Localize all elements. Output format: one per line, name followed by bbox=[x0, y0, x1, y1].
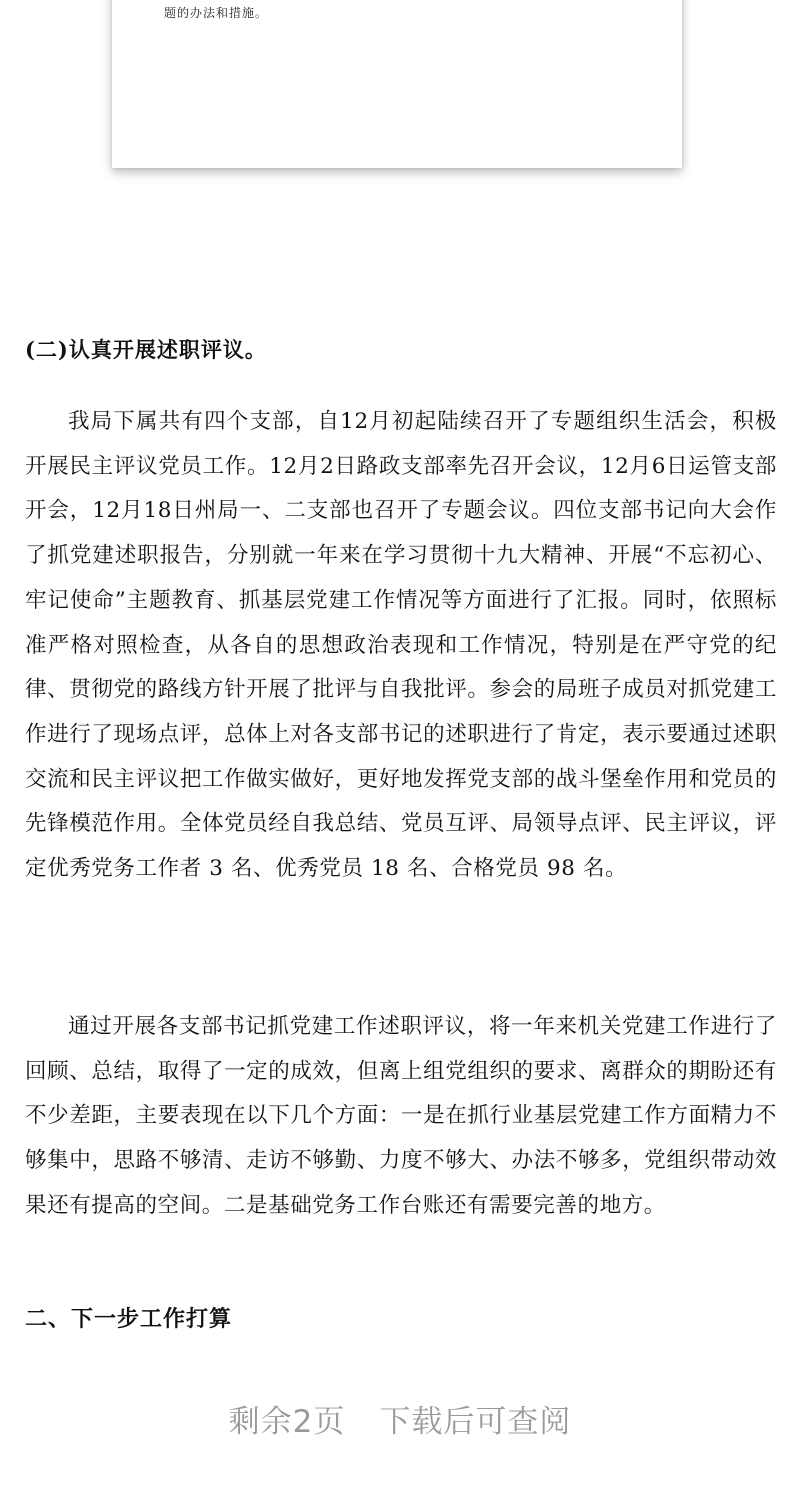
download-hint-label: 下载后可查阅 bbox=[379, 1404, 572, 1440]
section-heading: (二)认真开展述职评议。 bbox=[25, 337, 267, 362]
body-paragraph: 通过开展各支部书记抓党建工作述职评议，将一年来机关党建工作进行了回顾、总结，取得了一定的成效，但离上组党组织的要求、离群众的期盼还有不少差距，主要表现在以下几个方面：一是在抓行业基层党建工作方面精力不够集中，思路不够清、走访不够勤、力度不够大、办法不够多，党组织带动效果还有提高的空间。二是基础党务工作台账还有需要完善的地方。 bbox=[25, 1014, 777, 1218]
previous-page-preview bbox=[112, 0, 682, 168]
remaining-pages-label: 剩余2页 bbox=[228, 1404, 346, 1440]
next-section-heading: 二、下一步工作打算 bbox=[25, 1307, 233, 1332]
previous-page-last-line: 题的办法和措施。 bbox=[164, 6, 269, 20]
download-prompt[interactable] bbox=[0, 1396, 800, 1441]
body-paragraph: 我局下属共有四个支部，自12月初起陆续召开了专题组织生活会，积极开展民主评议党员工作。12月2日路政支部率先召开会议，12月6日运管支部开会，12月18日州局一、二支部也召开了专题会议。四位支部书记向大会作了抓党建述职报告，分别就一年来在学习贯彻十九大精神、开展“不忘初心、牢记使命”主题教育、抓基层党建工作情况等方面进行了汇报。同时，依照标准严格对照检查，从各自的思想政治表现和工作情况，特别是在严守党的纪律、贯彻党的路线方针开展了批评与自我批评。参会的局班子成员对抓党建工作进行了现场点评，总体上对各支部书记的述职进行了肯定，表示要通过述职交流和民主评议把工作做实做好，更好地发挥党支部的战斗堡垒作用和党员的先锋模范作用。全体党员经自我总结、党员互评、局领导点评、民主评议，评定优秀党务工作者 3 名、优秀党员 18 名、合格党员 98 名。 bbox=[25, 409, 777, 882]
